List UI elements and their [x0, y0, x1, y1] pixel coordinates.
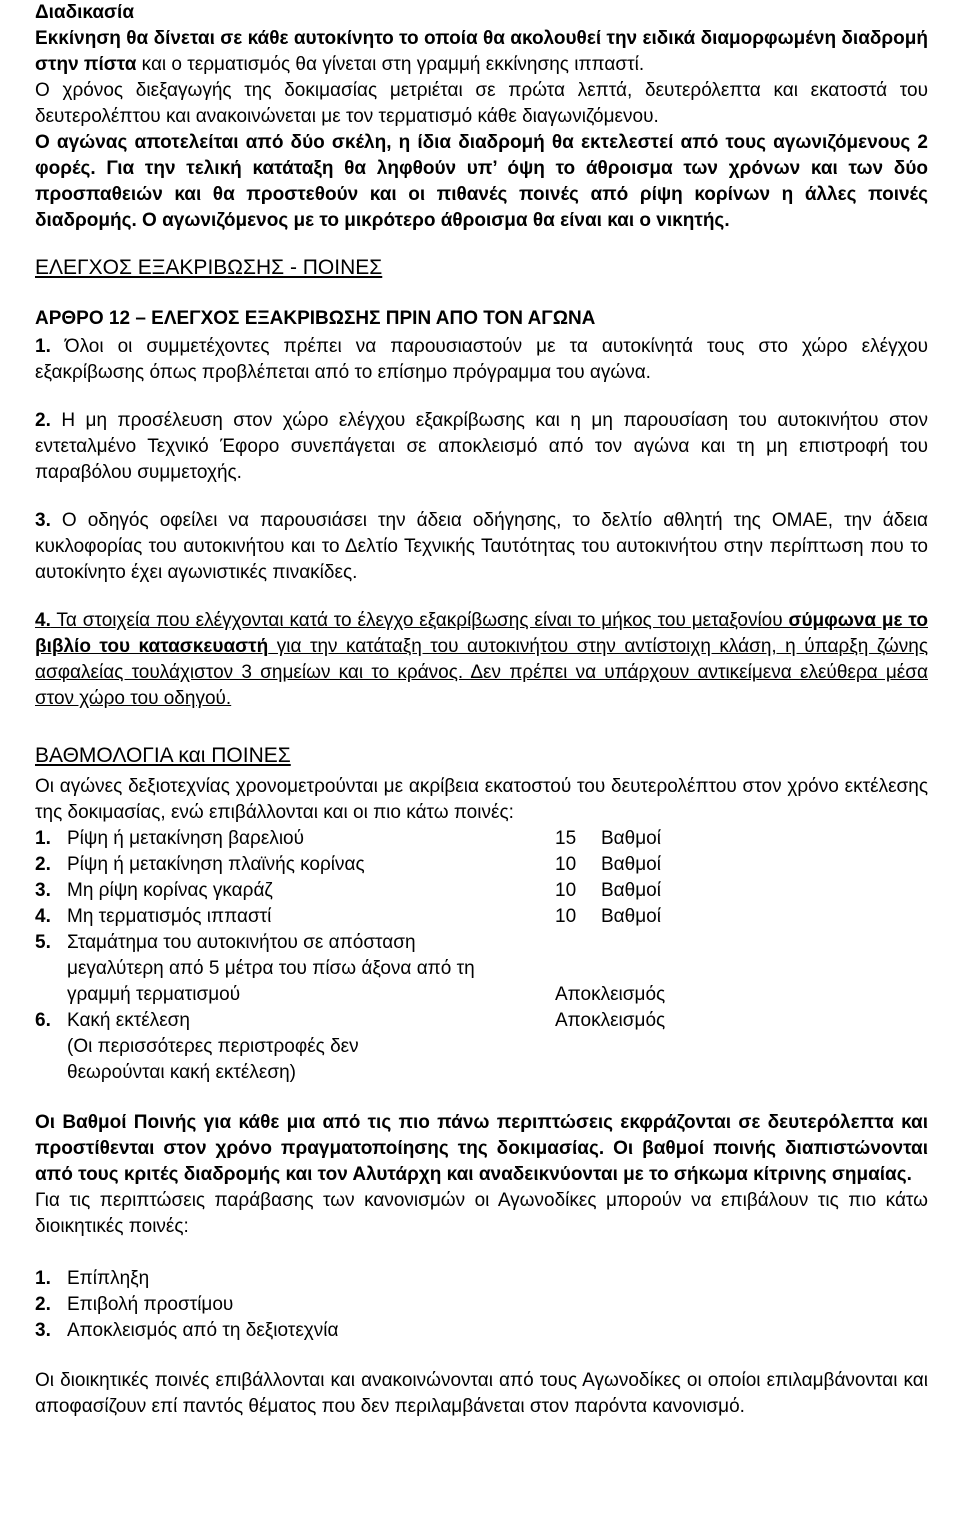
procedure-title: Διαδικασία: [35, 2, 135, 23]
rule-number: 3.: [35, 510, 51, 531]
admin-penalty-text: Επιβολή προστίμου: [67, 1294, 234, 1315]
penalty-item: [35, 904, 928, 930]
admin-penalty-number: 2.: [35, 1294, 51, 1315]
penalty-description: γραμμή τερματισμού: [67, 984, 241, 1005]
penalty-description: Ρίψη ή μετακίνηση βαρελιού: [67, 828, 304, 849]
admin-penalty-text: Επίπληξη: [67, 1268, 150, 1289]
inspection-rule-3: [35, 508, 928, 586]
penalty-item: [35, 878, 928, 904]
breach-paragraph: Για τις περιπτώσεις παράβασης των κανονισμών οι Αγωνοδίκες μπορούν να επιβάλουν τις πιο κάτω διοικητικές ποινές:: [35, 1190, 928, 1237]
admin-penalty-item: [35, 1292, 928, 1318]
penalty-item-continuation: [35, 1060, 928, 1086]
admin-penalty-text: Αποκλεισμός από τη δεξιοτεχνία: [67, 1320, 339, 1341]
procedure-start-paragraph: [35, 26, 928, 78]
penalty-item: [35, 852, 928, 878]
article-12-title: ΑΡΘΡΟ 12 – ΕΛΕΓΧΟΣ ΕΞΑΚΡΙΒΩΣΗΣ ΠΡΙΝ ΑΠΟ ΤΟΝ ΑΓΩΝΑ: [35, 308, 596, 329]
penalty-item-continuation: [35, 982, 928, 1008]
penalty-item: [35, 930, 928, 956]
penalty-points: 15: [555, 828, 577, 849]
penalty-number: 3.: [35, 880, 51, 901]
penalty-list: [35, 826, 928, 1086]
penalty-unit: Βαθμοί: [601, 828, 661, 849]
penalty-description: Σταμάτημα του αυτοκινήτου σε απόσταση: [67, 932, 416, 953]
inspection-section-title: ΕΛΕΓΧΟΣ ΕΞΑΚΡΙΒΩΣΗΣ - ΠΟΙΝΕΣ: [35, 256, 383, 279]
rule-text-manufacturer-book: σύμφωνα με το βιβλίο του κατασκευαστή: [35, 610, 928, 657]
penalty-number: 5.: [35, 932, 51, 953]
penalty-description: (Οι περισσότερες περιστροφές δεν: [67, 1036, 359, 1057]
penalty-item-continuation: [35, 1034, 928, 1060]
penalty-description: Ρίψη ή μετακίνηση πλαϊνής κορίνας: [67, 854, 365, 875]
admin-penalty-item: [35, 1266, 928, 1292]
rule-text-part1: Τα στοιχεία που ελέγχονται κατά το έλεγχο εξακρίβωσης είναι το μήκος του μεταξονίου: [50, 610, 789, 631]
final-paragraph: Οι διοικητικές ποινές επιβάλλονται και ανακοινώνονται από τους Αγωνοδίκες οι οποίοι επιλαμβάνονται και αποφασίζουν επί παντός θέματος που δεν περιλαμβάνεται στον παρόντα κανονισμό.: [35, 1370, 928, 1417]
procedure-timing-paragraph: Ο χρόνος διεξαγωγής της δοκιμασίας μετριέται σε πρώτα λεπτά, δευτερόλεπτα και εκατοστά του δευτερολέπτου και ανακοινώνεται με τον τερματισμό κάθε διαγωνιζόμενου.: [35, 80, 928, 127]
rule-text-part3: για την κατάταξη του αυτοκινήτου στην αντίστοιχη κλάση, η ύπαρξη ζώνης ασφαλείας τουλάχιστον 3 σημείων και το κράνος. Δεν πρέπει να υπάρχουν αντικείμενα ελεύθερα μέσα στον χώρο του οδηγού.: [35, 636, 928, 709]
admin-penalty-item: [35, 1318, 928, 1344]
admin-penalty-number: 1.: [35, 1268, 51, 1289]
scoring-section-title: ΒΑΘΜΟΛΟΓΙΑ και ΠΟΙΝΕΣ: [35, 744, 291, 767]
procedure-legs-paragraph: Ο αγώνας αποτελείται από δύο σκέλη, η ίδια διαδρομή θα εκτελεστεί από τους αγωνιζόμενους 2 φορές. Για την τελική κατάταξη θα ληφθούν υπ’ όψη το άθροισμα των χρόνων και των δύο προσπαθειών και θα προστεθούν και οι πιθανές ποινές από ρίψη κορίνων η άλλες ποινές διαδρομής. Ο αγωνιζόμενος με το μικρότερο άθροισμα θα είναι και ο νικητής.: [35, 132, 928, 231]
penalty-description: Μη τερματισμός ιππαστί: [67, 906, 272, 927]
inspection-rule-1: [35, 334, 928, 386]
penalty-description: μεγαλύτερη από 5 μέτρα του πίσω άξονα από τη: [67, 958, 475, 979]
inspection-rule-2: [35, 408, 928, 486]
rule-number: 2.: [35, 410, 51, 431]
penalty-points-paragraph: Οι Βαθμοί Ποινής για κάθε μια από τις πιο πάνω περιπτώσεις εκφράζονται σε δευτερόλεπτα και προστίθενται στον χρόνο πραγματοποίησης της δοκιμασίας. Οι βαθμοί ποινής διαπιστώνονται από τους κριτές διαδρομής και τον Αλυτάρχη και αναδεικνύονται με το σήκωμα κίτρινης σημαίας.: [35, 1112, 928, 1185]
penalty-item: [35, 1008, 928, 1034]
inspection-rule-4: [35, 608, 928, 712]
rule-text: Ο οδηγός οφείλει να παρουσιάσει την άδεια οδήγησης, το δελτίο αθλητή της ΟΜΑΕ, την άδεια κυκλοφορίας του αυτοκινήτου και το Δελτίο Τεχνικής Ταυτότητας του αυτοκινήτου στην περίπτωση που το αυτοκίνητο έχει αγωνιστικές πινακίδες.: [35, 510, 928, 583]
penalty-number: 2.: [35, 854, 51, 875]
penalty-number: 6.: [35, 1010, 51, 1031]
admin-penalty-list: [35, 1266, 928, 1344]
penalty-points: 10: [555, 854, 577, 875]
penalty-points: 10: [555, 880, 577, 901]
penalty-item-continuation: [35, 956, 928, 982]
penalty-points: 10: [555, 906, 577, 927]
scoring-intro: Οι αγώνες δεξιοτεχνίας χρονομετρούνται με ακρίβεια εκατοστού του δευτερολέπτου στον χρόνο εκτέλεσης της δοκιμασίας, ενώ επιβάλλονται και οι πιο κάτω ποινές:: [35, 776, 928, 823]
penalty-unit: Βαθμοί: [601, 880, 661, 901]
rule-number: 4.: [35, 610, 51, 631]
penalty-item: [35, 826, 928, 852]
penalty-description: Κακή εκτέλεση: [67, 1010, 190, 1031]
admin-penalty-number: 3.: [35, 1320, 51, 1341]
penalty-result: Αποκλεισμός: [555, 1010, 666, 1031]
document-page: [35, 0, 928, 1420]
penalty-result: Αποκλεισμός: [555, 984, 666, 1005]
procedure-start-rest: και ο τερματισμός θα γίνεται στη γραμμή εκκίνησης ιππαστί.: [136, 54, 645, 75]
procedure-start-bold: Εκκίνηση θα δίνεται σε κάθε αυτοκίνητο το οποία θα ακολουθεί την ειδικά διαμορφωμένη διαδρομή στην πίστα: [35, 28, 928, 75]
penalty-description: Μη ρίψη κορίνας γκαράζ: [67, 880, 273, 901]
rule-text: Η μη προσέλευση στον χώρο ελέγχου εξακρίβωσης και η μη παρουσίαση του αυτοκινήτου στον εντεταλμένο Τεχνικό Έφορο συνεπάγεται σε αποκλεισμό από τον αγώνα και τη μη επιστροφή του παραβόλου συμμετοχής.: [35, 410, 928, 483]
rule-number: 1.: [35, 336, 51, 357]
penalty-number: 1.: [35, 828, 51, 849]
penalty-description: θεωρούνται κακή εκτέλεση): [67, 1062, 296, 1083]
penalty-unit: Βαθμοί: [601, 906, 661, 927]
penalty-unit: Βαθμοί: [601, 854, 661, 875]
penalty-number: 4.: [35, 906, 51, 927]
rule-text: Όλοι οι συμμετέχοντες πρέπει να παρουσιαστούν με τα αυτοκίνητά τους στο χώρο ελέγχου εξακρίβωσης όπως προβλέπεται από το επίσημο πρόγραμμα του αγώνα.: [35, 336, 928, 383]
